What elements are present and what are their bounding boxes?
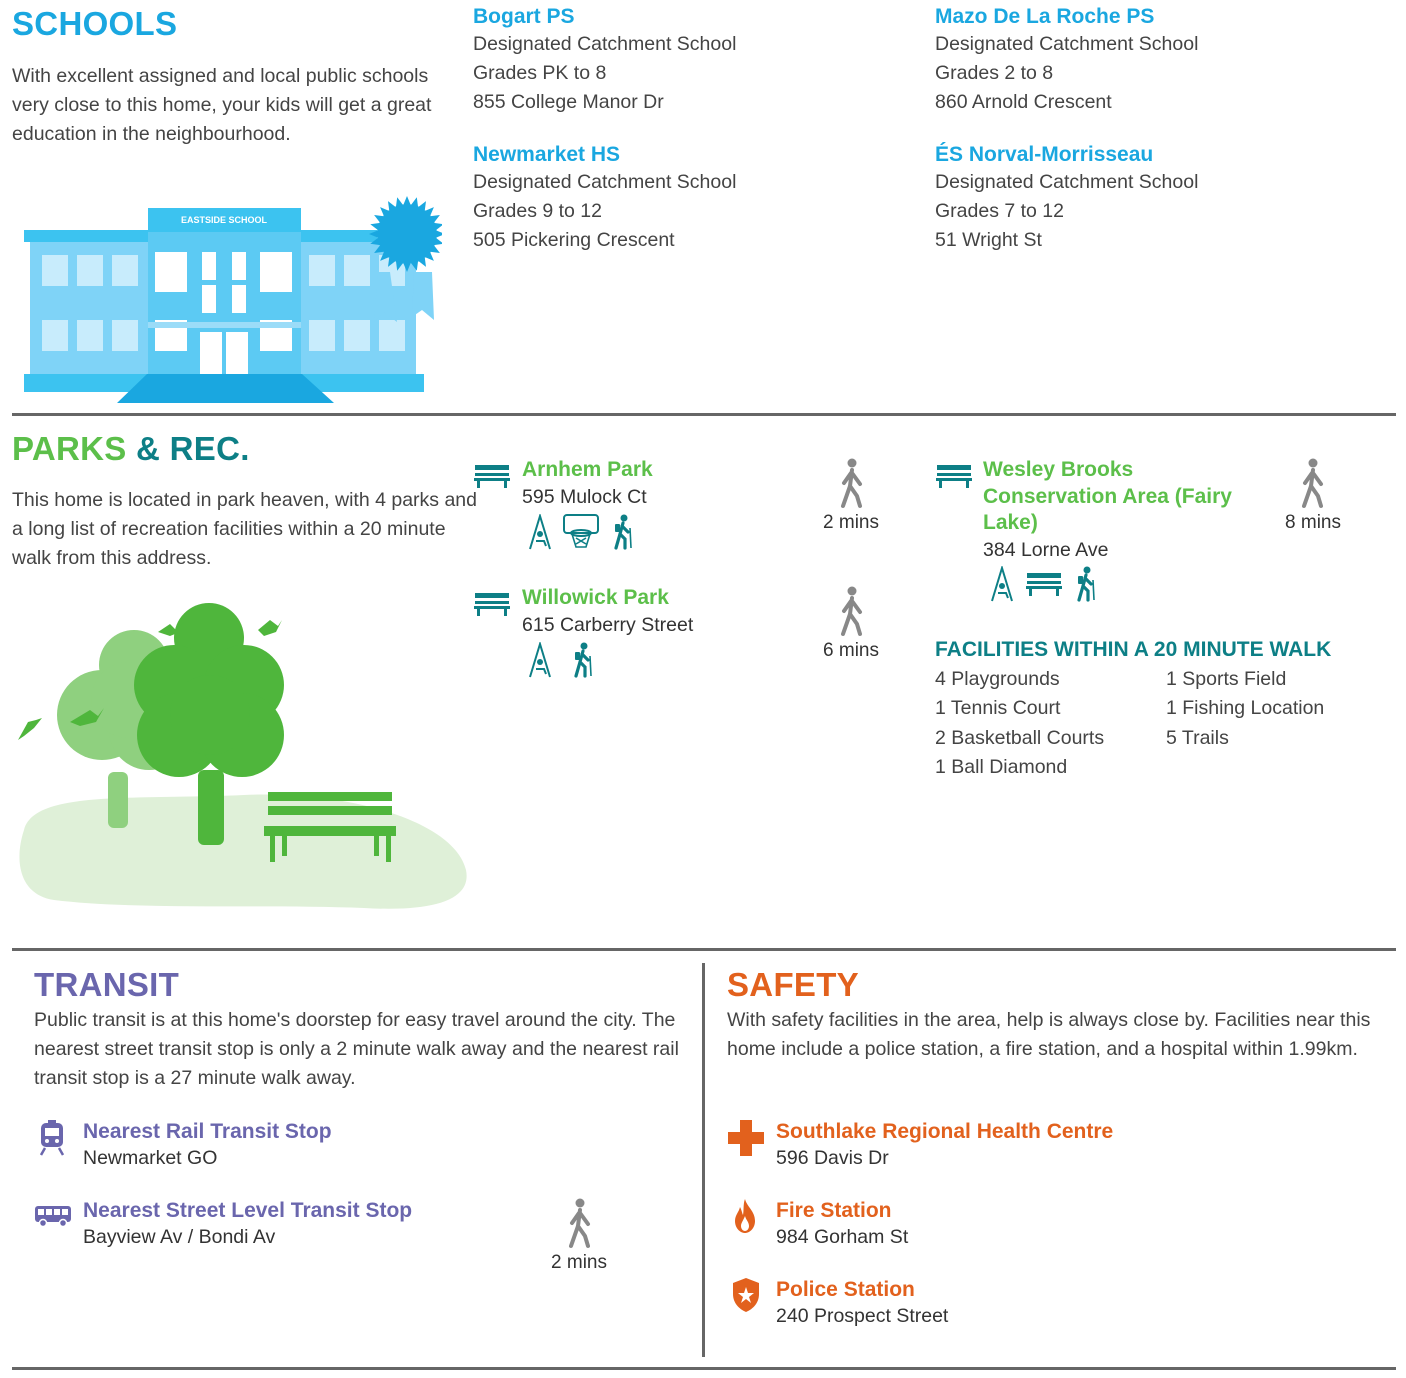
street-stop-label: Nearest Street Level Transit Stop: [83, 1199, 413, 1222]
school-type: Designated Catchment School: [473, 171, 737, 193]
bench-icon: [936, 464, 972, 488]
park-entry: [983, 457, 1258, 564]
bench-icon: [474, 464, 510, 488]
school-entry: [935, 142, 1375, 255]
safety-name[interactable]: Southlake Regional Health Centre: [776, 1120, 1114, 1143]
bench-icon: [474, 592, 510, 616]
park-address: 384 Lorne Ave: [983, 538, 1109, 561]
park-name[interactable]: Willowick Park: [522, 586, 669, 609]
facilities-title: FACILITIES WITHIN A 20 MINUTE WALK: [935, 638, 1332, 661]
schools-intro: With excellent assigned and local public schools very close to this home, your kids will get a great education in the neighbourhood.: [12, 65, 432, 145]
school-building-illustration: [22, 192, 442, 407]
walk-time: 6 mins: [823, 640, 879, 661]
hiking-icon: [1075, 566, 1097, 602]
street-stop-value[interactable]: Bayview Av / Bondi Av: [83, 1226, 276, 1248]
parks-title: [12, 432, 250, 465]
facilities-list-right: [1166, 665, 1324, 753]
walk-time: 8 mins: [1285, 512, 1341, 533]
safety-intro: With safety facilities in the area, help is always close by. Facilities near this home include a police station, a fire station, and a hospital within 1.99km.: [727, 1009, 1371, 1060]
school-entry: [935, 4, 1375, 117]
rail-stop: [83, 1119, 583, 1172]
vertical-divider: [702, 963, 705, 1357]
safety-address: 984 Gorham St: [776, 1226, 909, 1248]
park-entry: [522, 585, 812, 639]
train-icon: [38, 1120, 66, 1156]
police-shield-icon: [732, 1277, 760, 1313]
safety-entry: [776, 1277, 1336, 1330]
parks-title-rest: & REC.: [126, 430, 250, 467]
parks-title-word: PARKS: [12, 430, 127, 467]
park-entry: [522, 457, 812, 511]
safety-title: SAFETY: [727, 966, 859, 1003]
safety-entry: [776, 1119, 1336, 1172]
school-address: 860 Arnold Crescent: [935, 91, 1112, 113]
walking-person-icon: [838, 586, 866, 638]
bus-icon: [34, 1204, 72, 1228]
walking-person-icon: [838, 458, 866, 510]
schools-title: SCHOOLS: [12, 5, 178, 42]
school-address: 505 Pickering Crescent: [473, 229, 675, 251]
flame-icon: [733, 1198, 757, 1234]
park-address: 595 Mulock Ct: [522, 485, 647, 508]
safety-entry: [776, 1198, 1336, 1251]
facility-item: 1 Tennis Court: [935, 697, 1061, 720]
school-grades: Grades 7 to 12: [935, 200, 1064, 222]
facility-item: 1 Fishing Location: [1166, 697, 1325, 720]
medical-cross-icon: [728, 1120, 764, 1156]
school-name[interactable]: Mazo De La Roche PS: [935, 5, 1155, 28]
school-entry: [473, 4, 913, 117]
rail-stop-value[interactable]: Newmarket GO: [83, 1147, 218, 1169]
swing-icon: [526, 514, 554, 550]
safety-address: 596 Davis Dr: [776, 1147, 889, 1169]
picnic-table-icon: [1026, 572, 1062, 596]
transit-intro: Public transit is at this home's doorstep for easy travel around the city. The nearest street transit stop is only a 2 minute walk away and the nearest rail transit stop is a 27 minute walk away.: [34, 1009, 679, 1089]
safety-name[interactable]: Police Station: [776, 1278, 915, 1301]
basketball-icon: [563, 514, 599, 550]
facility-item: 1 Sports Field: [1166, 668, 1287, 690]
walk-time: 2 mins: [551, 1252, 607, 1273]
school-address: 855 College Manor Dr: [473, 91, 664, 113]
walk-time: 2 mins: [823, 512, 879, 533]
hiking-icon: [572, 642, 594, 678]
facility-item: 4 Playgrounds: [935, 668, 1060, 690]
school-entry: [473, 142, 913, 255]
school-name[interactable]: Newmarket HS: [473, 143, 621, 166]
swing-icon: [988, 566, 1016, 602]
park-name[interactable]: Wesley Brooks Conservation Area (Fairy Lake): [983, 458, 1232, 534]
park-illustration: [14, 600, 470, 915]
facility-item: 1 Ball Diamond: [935, 755, 1068, 778]
section-divider: [12, 948, 1396, 951]
school-name[interactable]: Bogart PS: [473, 5, 575, 28]
rail-stop-label: Nearest Rail Transit Stop: [83, 1120, 332, 1143]
school-address: 51 Wright St: [935, 229, 1042, 251]
section-divider: [12, 1367, 1396, 1370]
safety-name[interactable]: Fire Station: [776, 1199, 892, 1222]
walking-person-icon: [566, 1198, 594, 1250]
facilities-list-left: [935, 665, 1104, 782]
park-name[interactable]: Arnhem Park: [522, 458, 653, 481]
transit-title: TRANSIT: [34, 966, 180, 1003]
street-stop: [83, 1198, 553, 1251]
building-sign-text: EASTSIDE SCHOOL: [180, 215, 268, 225]
school-name[interactable]: ÉS Norval-Morrisseau: [935, 143, 1154, 166]
park-address: 615 Carberry Street: [522, 613, 694, 636]
section-divider: [12, 413, 1396, 416]
facility-item: 5 Trails: [1166, 726, 1229, 749]
walking-person-icon: [1299, 458, 1327, 510]
parks-intro: This home is located in park heaven, with 4 parks and a long list of recreation facilities within a 20 minute walk from this address.: [12, 489, 478, 569]
hiking-icon: [612, 514, 634, 550]
school-type: Designated Catchment School: [473, 33, 737, 55]
school-grades: Grades 2 to 8: [935, 62, 1054, 84]
safety-address: 240 Prospect Street: [776, 1305, 949, 1327]
swing-icon: [526, 642, 554, 678]
facility-item: 2 Basketball Courts: [935, 726, 1105, 749]
school-grades: Grades PK to 8: [473, 62, 607, 84]
school-type: Designated Catchment School: [935, 171, 1199, 193]
school-type: Designated Catchment School: [935, 33, 1199, 55]
school-grades: Grades 9 to 12: [473, 200, 602, 222]
